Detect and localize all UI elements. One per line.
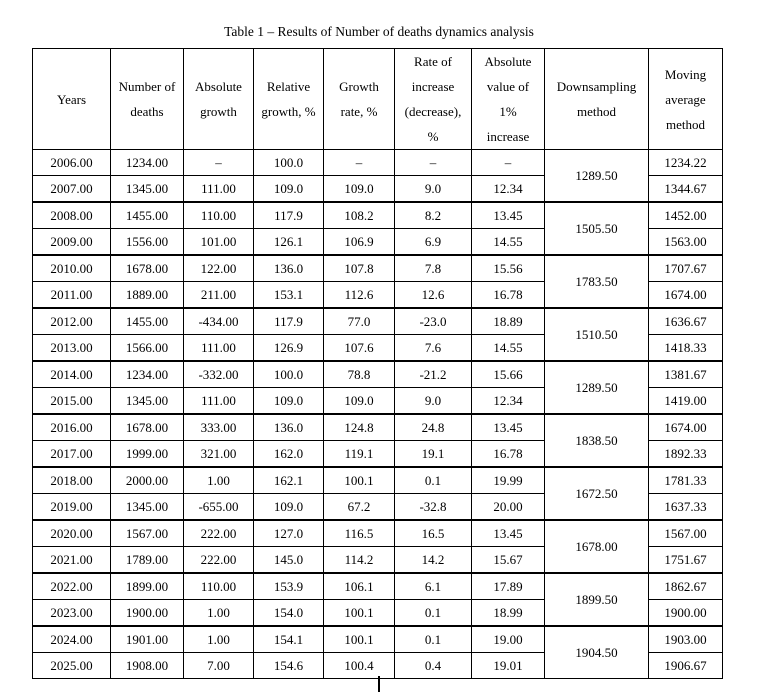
table-cell: 1908.00: [111, 653, 184, 679]
table-cell: 111.00: [184, 388, 254, 415]
table-cell: 2007.00: [33, 176, 111, 203]
table-cell: 15.67: [472, 547, 545, 574]
table-cell: 1345.00: [111, 494, 184, 521]
table-row: [33, 414, 723, 441]
table-cell: 136.0: [254, 255, 324, 282]
table-cell: 2021.00: [33, 547, 111, 574]
table-cell: 19.99: [472, 467, 545, 494]
table-row: [33, 361, 723, 388]
table-cell: 2019.00: [33, 494, 111, 521]
table-cell: 117.9: [254, 202, 324, 229]
table-cell: 1906.67: [649, 653, 723, 679]
table-cell: 16.78: [472, 282, 545, 309]
column-header: Downsampling method: [545, 49, 649, 150]
table-cell: 2009.00: [33, 229, 111, 256]
table-cell: 2008.00: [33, 202, 111, 229]
table-row: [33, 255, 723, 282]
table-cell: 108.2: [324, 202, 395, 229]
table-cell: 2024.00: [33, 626, 111, 653]
column-header: Growth rate, %: [324, 49, 395, 150]
table-cell: 16.78: [472, 441, 545, 468]
table-cell: 211.00: [184, 282, 254, 309]
table-cell: 14.2: [395, 547, 472, 574]
table-cell: 1751.67: [649, 547, 723, 574]
table-cell: 12.34: [472, 176, 545, 203]
table-cell: 100.1: [324, 600, 395, 627]
downsampling-cell: 1783.50: [545, 255, 649, 308]
table-cell: 1.00: [184, 626, 254, 653]
table-cell: 1637.33: [649, 494, 723, 521]
table-cell: 122.00: [184, 255, 254, 282]
column-header: Rate of increase (decrease), %: [395, 49, 472, 150]
table-cell: 16.5: [395, 520, 472, 547]
table-cell: 1563.00: [649, 229, 723, 256]
table-header: [33, 49, 723, 150]
table-cell: 106.1: [324, 573, 395, 600]
table-cell: 2017.00: [33, 441, 111, 468]
table-cell: 1455.00: [111, 308, 184, 335]
table-cell: 1381.67: [649, 361, 723, 388]
downsampling-cell: 1899.50: [545, 573, 649, 626]
column-header: Number of deaths: [111, 49, 184, 150]
table-cell: 110.00: [184, 202, 254, 229]
table-cell: 109.0: [254, 176, 324, 203]
table-cell: 1556.00: [111, 229, 184, 256]
table-cell: 154.0: [254, 600, 324, 627]
table-cell: 100.0: [254, 361, 324, 388]
table-cell: 1789.00: [111, 547, 184, 574]
table-cell: 2010.00: [33, 255, 111, 282]
table-cell: 1567.00: [111, 520, 184, 547]
table-cell: 15.66: [472, 361, 545, 388]
table-cell: 2018.00: [33, 467, 111, 494]
table-cell: 18.89: [472, 308, 545, 335]
table-cell: 100.4: [324, 653, 395, 679]
table-cell: 1345.00: [111, 388, 184, 415]
table-cell: 153.9: [254, 573, 324, 600]
table-cell: –: [472, 150, 545, 176]
header-row: [33, 49, 723, 150]
table-cell: 1892.33: [649, 441, 723, 468]
downsampling-cell: 1672.50: [545, 467, 649, 520]
table-row: [33, 467, 723, 494]
table-cell: –: [324, 150, 395, 176]
table-cell: 1419.00: [649, 388, 723, 415]
table-cell: 9.0: [395, 388, 472, 415]
table-cell: 17.89: [472, 573, 545, 600]
downsampling-cell: 1838.50: [545, 414, 649, 467]
table-cell: 67.2: [324, 494, 395, 521]
table-row: [33, 520, 723, 547]
table-cell: 14.55: [472, 335, 545, 362]
table-cell: 1455.00: [111, 202, 184, 229]
table-cell: 154.1: [254, 626, 324, 653]
table-cell: 1.00: [184, 467, 254, 494]
table-cell: 111.00: [184, 176, 254, 203]
table-cell: 2014.00: [33, 361, 111, 388]
table-cell: -655.00: [184, 494, 254, 521]
table-cell: 1899.00: [111, 573, 184, 600]
table-cell: 111.00: [184, 335, 254, 362]
table-cell: 100.0: [254, 150, 324, 176]
table-cell: 2023.00: [33, 600, 111, 627]
table-cell: 13.45: [472, 414, 545, 441]
table-cell: -21.2: [395, 361, 472, 388]
table-cell: 100.1: [324, 467, 395, 494]
table-cell: 1862.67: [649, 573, 723, 600]
table-cell: 117.9: [254, 308, 324, 335]
table-cell: 1781.33: [649, 467, 723, 494]
table-cell: 1.00: [184, 600, 254, 627]
table-cell: 1707.67: [649, 255, 723, 282]
table-cell: 6.9: [395, 229, 472, 256]
table-cell: 2016.00: [33, 414, 111, 441]
column-header: Absolute growth: [184, 49, 254, 150]
column-header: Moving average method: [649, 49, 723, 150]
table-cell: 1567.00: [649, 520, 723, 547]
table-cell: 109.0: [324, 176, 395, 203]
table-cell: 1234.00: [111, 150, 184, 176]
table-cell: 110.00: [184, 573, 254, 600]
downsampling-cell: 1904.50: [545, 626, 649, 679]
table-cell: 7.8: [395, 255, 472, 282]
table-cell: 1418.33: [649, 335, 723, 362]
table-cell: 18.99: [472, 600, 545, 627]
table-body: [33, 150, 723, 679]
column-header: Relative growth, %: [254, 49, 324, 150]
table-cell: 162.0: [254, 441, 324, 468]
table-row: [33, 150, 723, 176]
table-row: [33, 308, 723, 335]
table-cell: 19.1: [395, 441, 472, 468]
table-cell: 106.9: [324, 229, 395, 256]
table-cell: 0.1: [395, 467, 472, 494]
table-cell: -434.00: [184, 308, 254, 335]
table-cell: 154.6: [254, 653, 324, 679]
table-cell: 2011.00: [33, 282, 111, 309]
column-header: Absolute value of 1% increase: [472, 49, 545, 150]
table-cell: 222.00: [184, 520, 254, 547]
table-cell: 162.1: [254, 467, 324, 494]
table-cell: 1674.00: [649, 414, 723, 441]
table-cell: 7.6: [395, 335, 472, 362]
table-cell: 1999.00: [111, 441, 184, 468]
table-cell: 1452.00: [649, 202, 723, 229]
table-cell: -32.8: [395, 494, 472, 521]
table-row: [33, 626, 723, 653]
table-cell: 77.0: [324, 308, 395, 335]
table-cell: 13.45: [472, 202, 545, 229]
table-caption: Table 1 – Results of Number of deaths dynamics analysis: [224, 24, 534, 39]
table-cell: 145.0: [254, 547, 324, 574]
table-cell: 2013.00: [33, 335, 111, 362]
table-cell: 12.6: [395, 282, 472, 309]
table-cell: 2012.00: [33, 308, 111, 335]
table-cell: 1344.67: [649, 176, 723, 203]
table-cell: –: [184, 150, 254, 176]
table-cell: 2000.00: [111, 467, 184, 494]
table-cell: 1903.00: [649, 626, 723, 653]
table-cell: 6.1: [395, 573, 472, 600]
table-cell: 1678.00: [111, 414, 184, 441]
table-cell: 1674.00: [649, 282, 723, 309]
table-cell: 15.56: [472, 255, 545, 282]
table-cell: 136.0: [254, 414, 324, 441]
table-cell: 1566.00: [111, 335, 184, 362]
table-cell: 8.2: [395, 202, 472, 229]
table-cell: 107.6: [324, 335, 395, 362]
table-cell: -23.0: [395, 308, 472, 335]
table-cell: 0.1: [395, 626, 472, 653]
table-cell: 112.6: [324, 282, 395, 309]
table-cell: 107.8: [324, 255, 395, 282]
table-cell: 1234.22: [649, 150, 723, 176]
table-row: [33, 202, 723, 229]
table-cell: 126.9: [254, 335, 324, 362]
table-cell: 321.00: [184, 441, 254, 468]
table-cell: 0.4: [395, 653, 472, 679]
table-cell: 13.45: [472, 520, 545, 547]
table-cell: 124.8: [324, 414, 395, 441]
downsampling-cell: 1678.00: [545, 520, 649, 573]
column-header: Years: [33, 49, 111, 150]
table-cell: 2015.00: [33, 388, 111, 415]
table-cell: -332.00: [184, 361, 254, 388]
table-cell: 12.34: [472, 388, 545, 415]
table-cell: 1678.00: [111, 255, 184, 282]
table-cell: 101.00: [184, 229, 254, 256]
table-cell: 0.1: [395, 600, 472, 627]
table-cell: 7.00: [184, 653, 254, 679]
table-cell: 14.55: [472, 229, 545, 256]
table-row: [33, 573, 723, 600]
downsampling-cell: 1505.50: [545, 202, 649, 255]
table-cell: 2020.00: [33, 520, 111, 547]
table-cell: 1234.00: [111, 361, 184, 388]
table-cell: 19.01: [472, 653, 545, 679]
downsampling-cell: 1289.50: [545, 150, 649, 203]
table-cell: 1889.00: [111, 282, 184, 309]
table-cell: 100.1: [324, 626, 395, 653]
table-cell: 109.0: [254, 388, 324, 415]
table-cell: 2006.00: [33, 150, 111, 176]
table-cell: 114.2: [324, 547, 395, 574]
table-cell: 119.1: [324, 441, 395, 468]
deaths-dynamics-table: [32, 48, 723, 679]
table-cell: 222.00: [184, 547, 254, 574]
table-cell: 9.0: [395, 176, 472, 203]
table-cell: 1900.00: [649, 600, 723, 627]
table-cell: 127.0: [254, 520, 324, 547]
table-cell: 1901.00: [111, 626, 184, 653]
table-cell: 333.00: [184, 414, 254, 441]
table-cell: 19.00: [472, 626, 545, 653]
table-cell: –: [395, 150, 472, 176]
table-cell: 1636.67: [649, 308, 723, 335]
table-cell: 2025.00: [33, 653, 111, 679]
table-cell: 153.1: [254, 282, 324, 309]
downsampling-cell: 1289.50: [545, 361, 649, 414]
table-cell: 20.00: [472, 494, 545, 521]
table-cell: 126.1: [254, 229, 324, 256]
table-cell: 116.5: [324, 520, 395, 547]
text-caret-icon: [378, 676, 380, 692]
table-cell: 1900.00: [111, 600, 184, 627]
downsampling-cell: 1510.50: [545, 308, 649, 361]
table-cell: 2022.00: [33, 573, 111, 600]
table-cell: 109.0: [254, 494, 324, 521]
table-cell: 109.0: [324, 388, 395, 415]
table-cell: 1345.00: [111, 176, 184, 203]
table-cell: 24.8: [395, 414, 472, 441]
table-cell: 78.8: [324, 361, 395, 388]
